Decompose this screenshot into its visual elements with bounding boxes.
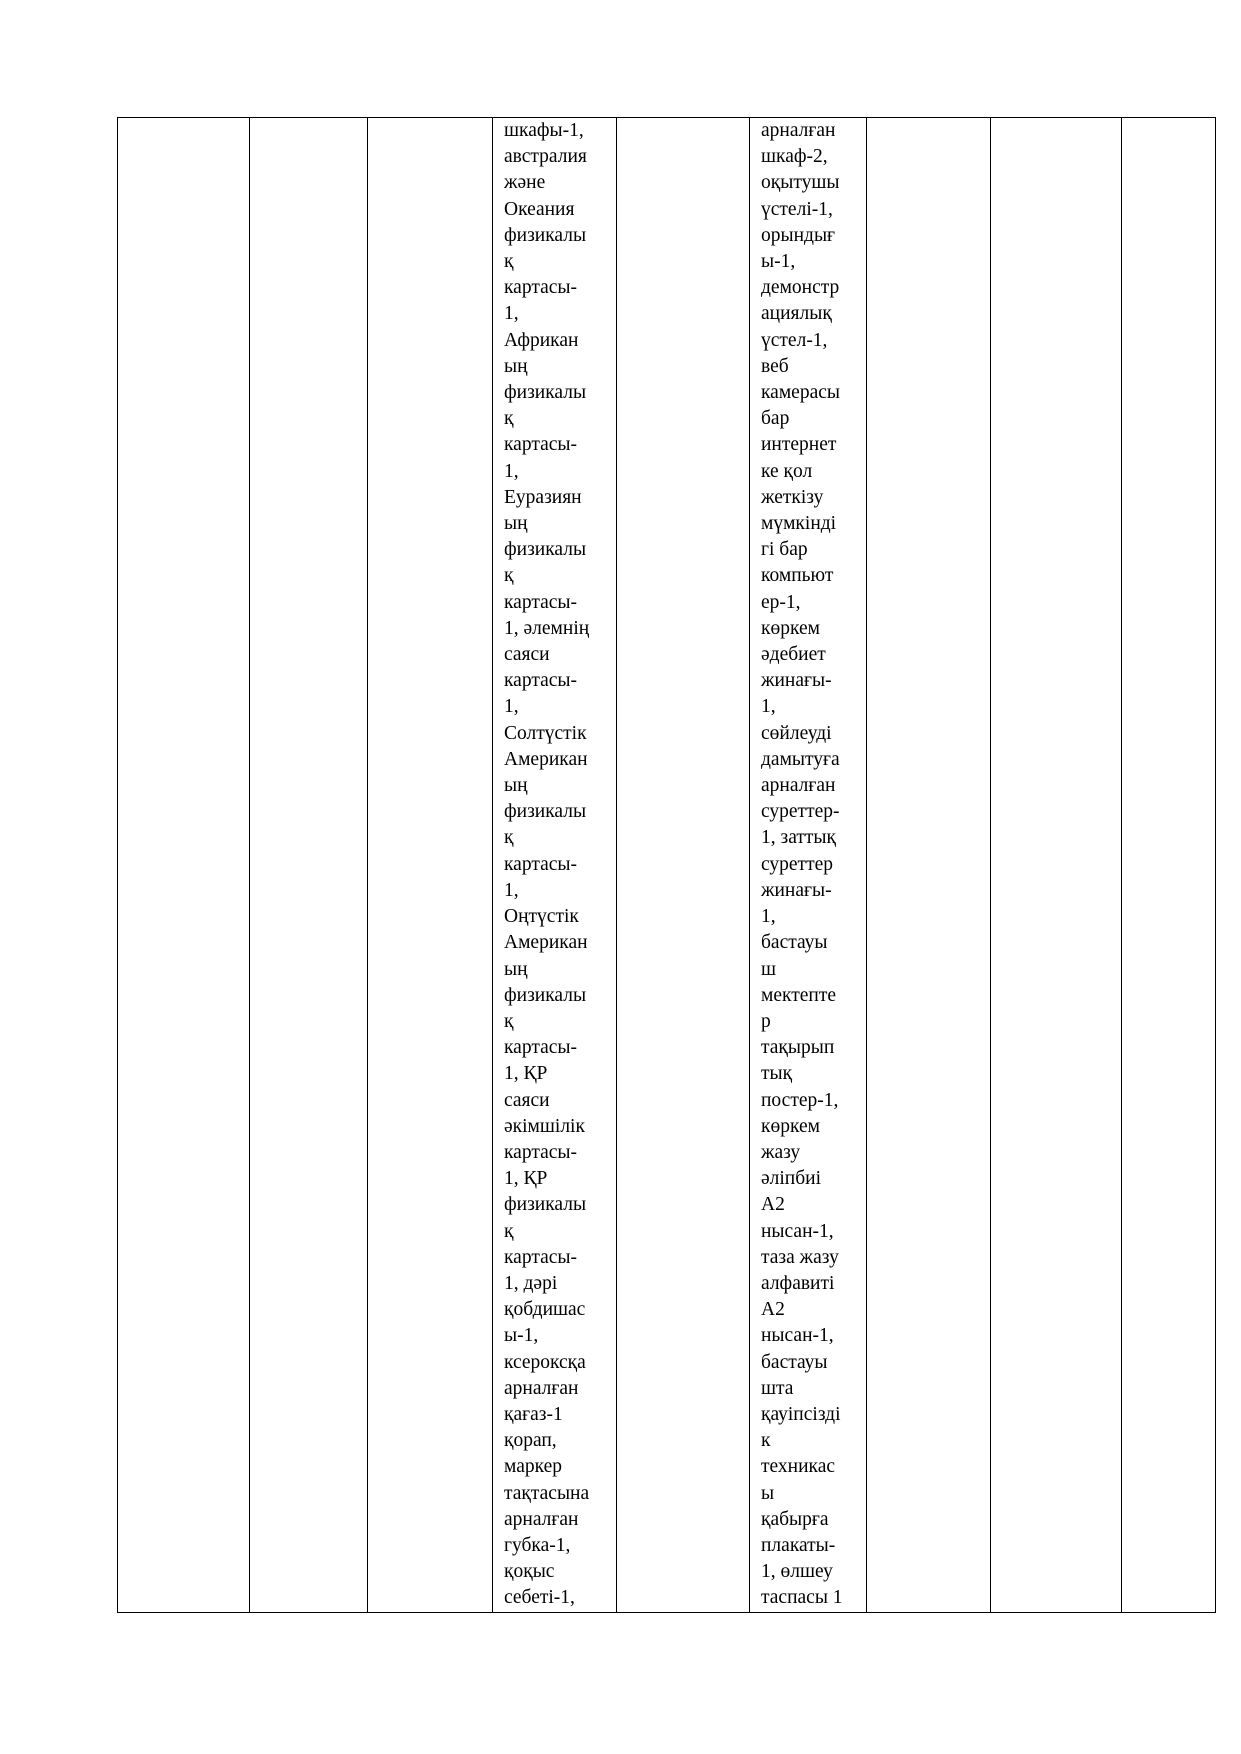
table-row [118,118,1216,1613]
table-cell-col7 [867,118,991,1613]
table-cell-col9 [1122,118,1216,1613]
table-cell-col5 [617,118,750,1613]
equipment-list-furniture: арналған шкаф-2, оқытушы үстелі-1, орындығ ы-1, демонстр ациялық үстел-1, веб камерасы бар интернет ке қол жеткізу мүмкінді гі бар компьют ер-1, көркем әдебиет жинағы- 1, сөйлеуді дамытуға арналған суреттер- 1, заттық суреттер жинағы- 1, бастауы ш мектепте р тақырып тық постер-1, көркем жазу әліпбиі А2 нысан-1, таза жазу алфавиті А2 нысан-1, бастауы шта қауіпсізді к техникас ы қабырға плакаты- 1, өлшеу таспасы 1 [761,120,843,1609]
table-cell-col2 [250,118,368,1613]
table-cell-col6 [750,118,867,1613]
equipment-list-maps: шкафы-1, австралия және Океания физикалы қ картасы- 1, Африкан ың физикалы қ картасы- 1, Еуразиян ың физикалы қ картасы- 1, әлемнің саяси картасы- 1, Солтүстік Американ ың физикалы қ картасы- 1, Оңтүстік Американ ың физикалы қ картасы- 1, ҚР саяси әкімшілік картасы- 1, ҚР физикалы қ картасы- 1, дәрі қобдишас ы-1, ксероксқа арналған қағаз-1 қорап, маркер тақтасына арналған губка-1, қоқыс себеті-1, [504,120,590,1609]
table-cell-col1 [118,118,250,1613]
table-cell-col8 [991,118,1122,1613]
equipment-table [117,117,1216,1613]
table-cell-col4 [493,118,617,1613]
table-cell-col3 [368,118,493,1613]
